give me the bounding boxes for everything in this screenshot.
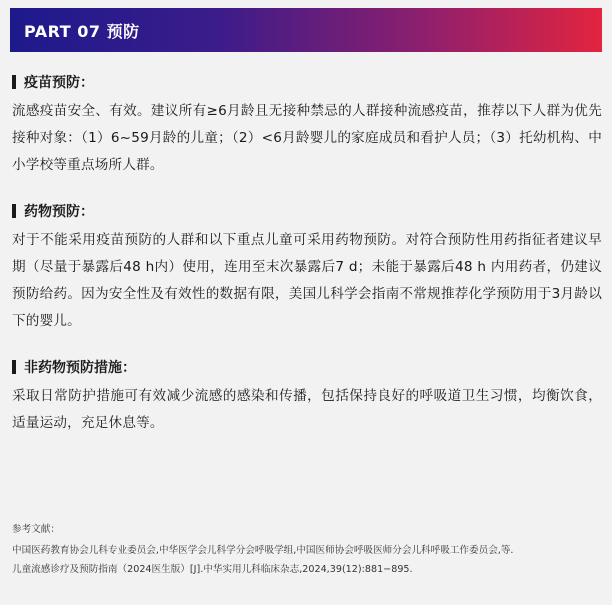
- part-title: PART 07 预防: [24, 21, 140, 41]
- section-drug: [12, 201, 602, 335]
- section-body: 对于不能采用疫苗预防的人群和以下重点儿童可采用药物预防。对符合预防性用药指征者建议早期（尽量于暴露后48 h内）使用，连用至末次暴露后7 d；未能于暴露后48 h 内用药者，仍建议预防给药。因为安全性及有效性的数据有限，美国儿科学会指南不常规推荐化学预防用于3月龄以下的婴儿。: [12, 232, 602, 329]
- heading-text: 非药物预防措施：: [24, 360, 136, 376]
- references-title: 参考文献：: [12, 524, 60, 535]
- heading-marker: [12, 360, 16, 374]
- section-vaccine: [12, 72, 602, 179]
- section-body: 流感疫苗安全、有效。建议所有≥6月龄且无接种禁忌的人群接种流感疫苗，推荐以下人群为优先接种对象：（1）6~59月龄的儿童；（2）<6月龄婴儿的家庭成员和看护人员；（3）托幼机构、中小学校等重点场所人群。: [12, 103, 602, 173]
- heading-marker: [12, 204, 16, 218]
- heading-text: 疫苗预防：: [24, 75, 94, 91]
- section-non-drug: [12, 357, 602, 437]
- section-heading: [12, 357, 602, 377]
- reference-line: 儿童流感诊疗及预防指南（2024医生版）[J].中华实用儿科临床杂志,2024,39(12):881−895.: [12, 564, 413, 575]
- section-body: 采取日常防护措施可有效减少流感的感染和传播，包括保持良好的呼吸道卫生习惯，均衡饮食，适量运动，充足休息等。: [12, 388, 602, 431]
- heading-text: 药物预防：: [24, 204, 94, 220]
- main-content: [12, 72, 602, 459]
- section-heading: [12, 201, 602, 221]
- section-heading: [12, 72, 602, 92]
- references: [12, 520, 602, 579]
- heading-marker: [12, 75, 16, 89]
- reference-line: 中国医药教育协会儿科专业委员会,中华医学会儿科学分会呼吸学组,中国医师协会呼吸医师分会儿科呼吸工作委员会,等.: [12, 545, 514, 556]
- part-header-banner: [10, 8, 602, 52]
